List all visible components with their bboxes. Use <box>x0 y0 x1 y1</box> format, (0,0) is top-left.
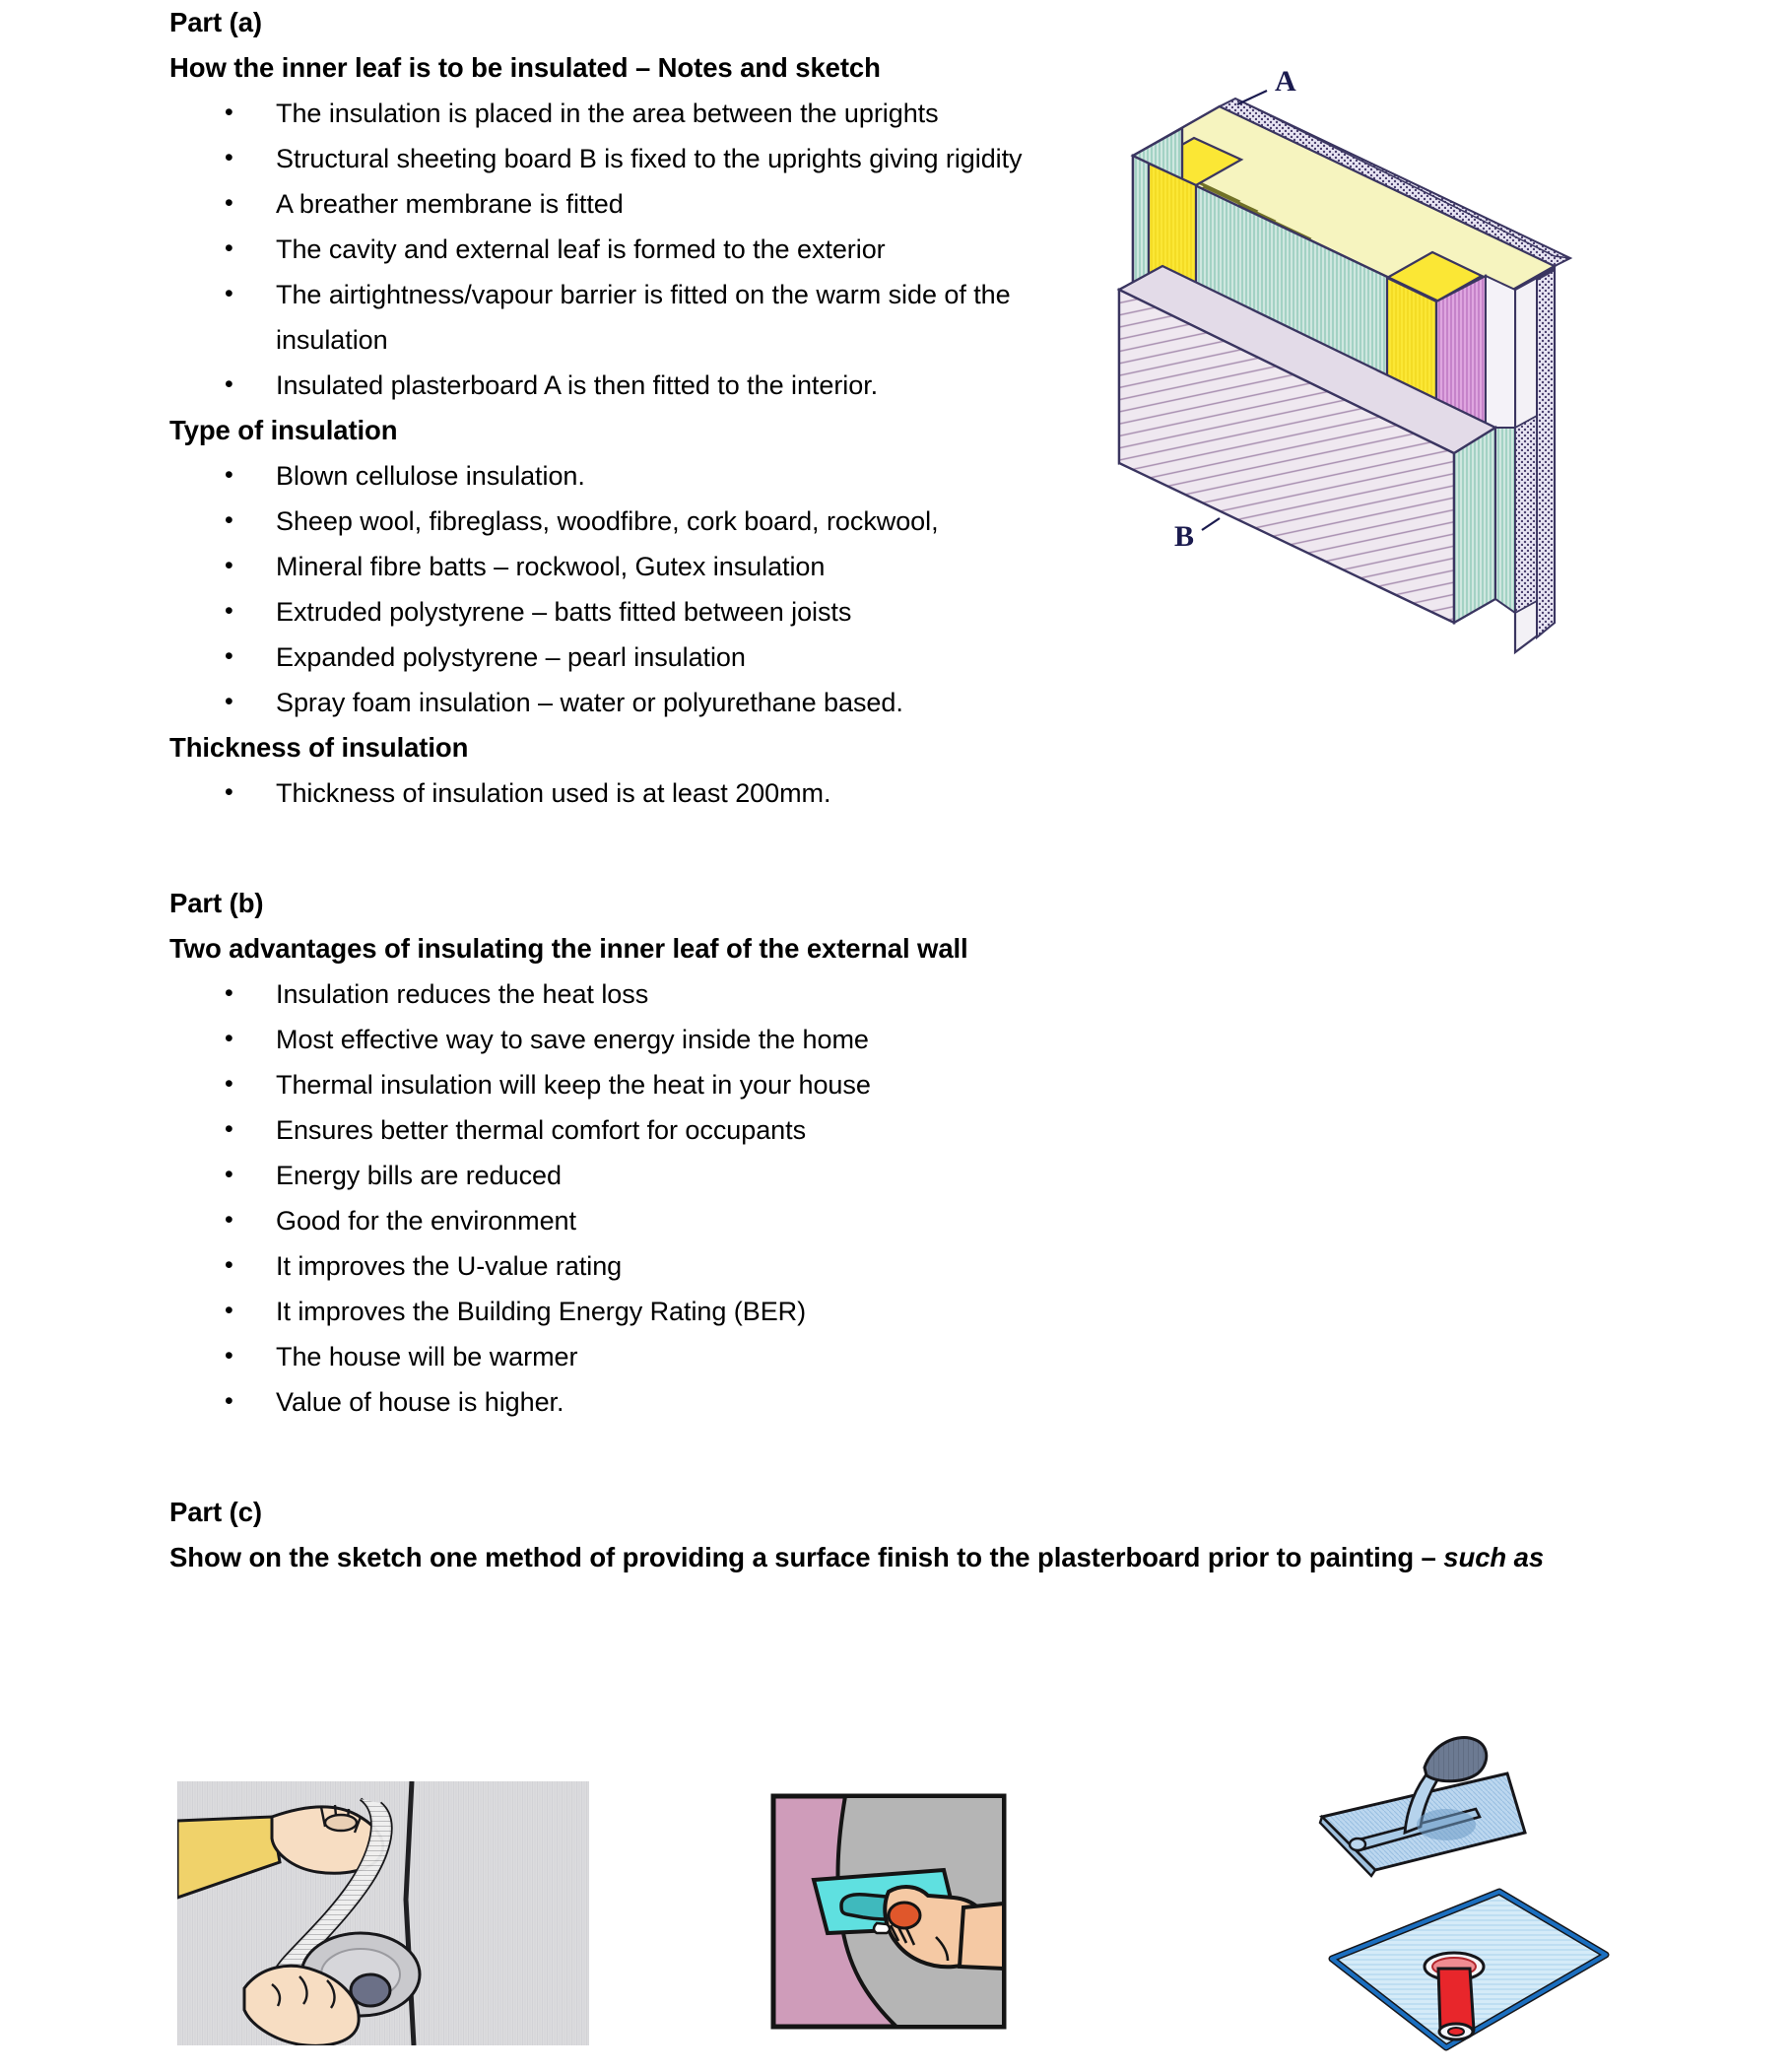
list-item: • Structural sheeting board B is fixed to the uprights giving rigidity <box>169 136 1095 181</box>
type-of-insulation-heading: Type of insulation <box>169 415 398 445</box>
wall-construction-sketch <box>1092 61 1683 672</box>
part-c-heading-text: Show on the sketch one method of providing a surface finish to the plasterboard prior to painting – <box>169 1542 1444 1572</box>
thickness-of-insulation-heading: Thickness of insulation <box>169 732 469 763</box>
list-item: • Thickness of insulation used is at least 200mm. <box>169 770 1095 816</box>
section-spacer <box>169 816 1095 881</box>
list-item: • Blown cellulose insulation. <box>169 453 1095 499</box>
figure-jointing-tape <box>177 1781 589 2045</box>
part-c-label: Part (c) <box>169 1497 262 1527</box>
label-a-leader <box>1237 91 1267 104</box>
list-item: • The airtightness/vapour barrier is fitted on the warm side of the insulation <box>169 272 1095 363</box>
list-item: • Expanded polystyrene – pearl insulation <box>169 635 1095 680</box>
section-spacer <box>169 1425 1095 1490</box>
type-of-insulation-list <box>169 453 1095 725</box>
part-b-heading: Two advantages of insulating the inner leaf of the external wall <box>169 933 968 964</box>
list-item: • Thermal insulation will keep the heat in your house <box>169 1062 1095 1107</box>
list-item: • Energy bills are reduced <box>169 1153 1095 1198</box>
thickness-of-insulation-list <box>169 770 1095 816</box>
list-item: • It improves the Building Energy Rating (BER) <box>169 1289 1095 1334</box>
airgap-layer <box>1486 276 1515 443</box>
label-b: B <box>1174 520 1195 553</box>
plastering-trowel <box>1320 1738 1525 1876</box>
label-b-leader <box>1202 518 1220 530</box>
list-item: • Spray foam insulation – water or polyurethane based. <box>169 680 1095 725</box>
label-a: A <box>1275 65 1296 98</box>
list-item: • Most effective way to save energy inside the home <box>169 1017 1095 1062</box>
list-item: • The insulation is placed in the area between the uprights <box>169 91 1095 136</box>
list-item: • Value of house is higher. <box>169 1379 1095 1425</box>
list-item: • Extruded polystyrene – batts fitted between joists <box>169 589 1095 635</box>
part-c-heading <box>169 1535 1568 1580</box>
list-item: • A breather membrane is fitted <box>169 181 1095 227</box>
list-item: • Ensures better thermal comfort for occupants <box>169 1107 1095 1153</box>
plasterers-hawk <box>1332 1892 1606 2047</box>
list-item: • Good for the environment <box>169 1198 1095 1243</box>
list-item: • Insulation reduces the heat loss <box>169 971 1095 1017</box>
list-item: • Insulated plasterboard A is then fitted to the interior. <box>169 363 1095 408</box>
part-a-bullet-list <box>169 91 1095 408</box>
part-b-label: Part (b) <box>169 888 264 918</box>
list-item: • Sheep wool, fibreglass, woodfibre, cork board, rockwool, <box>169 499 1095 544</box>
list-item: • The cavity and external leaf is formed to the exterior <box>169 227 1095 272</box>
list-item: • It improves the U-value rating <box>169 1243 1095 1289</box>
list-item: • Mineral fibre batts – rockwool, Gutex insulation <box>169 544 1095 589</box>
part-a-heading: How the inner leaf is to be insulated – Notes and sketch <box>169 52 881 83</box>
figure-plastering-tools <box>1281 1722 1665 2067</box>
list-item: • The house will be warmer <box>169 1334 1095 1379</box>
figure-skim-float <box>770 1793 1007 2030</box>
part-a-label: Part (a) <box>169 7 262 37</box>
notes-text-column <box>169 0 1545 1580</box>
part-c-heading-italic: such as <box>1443 1542 1545 1572</box>
part-b-bullet-list <box>169 971 1095 1425</box>
